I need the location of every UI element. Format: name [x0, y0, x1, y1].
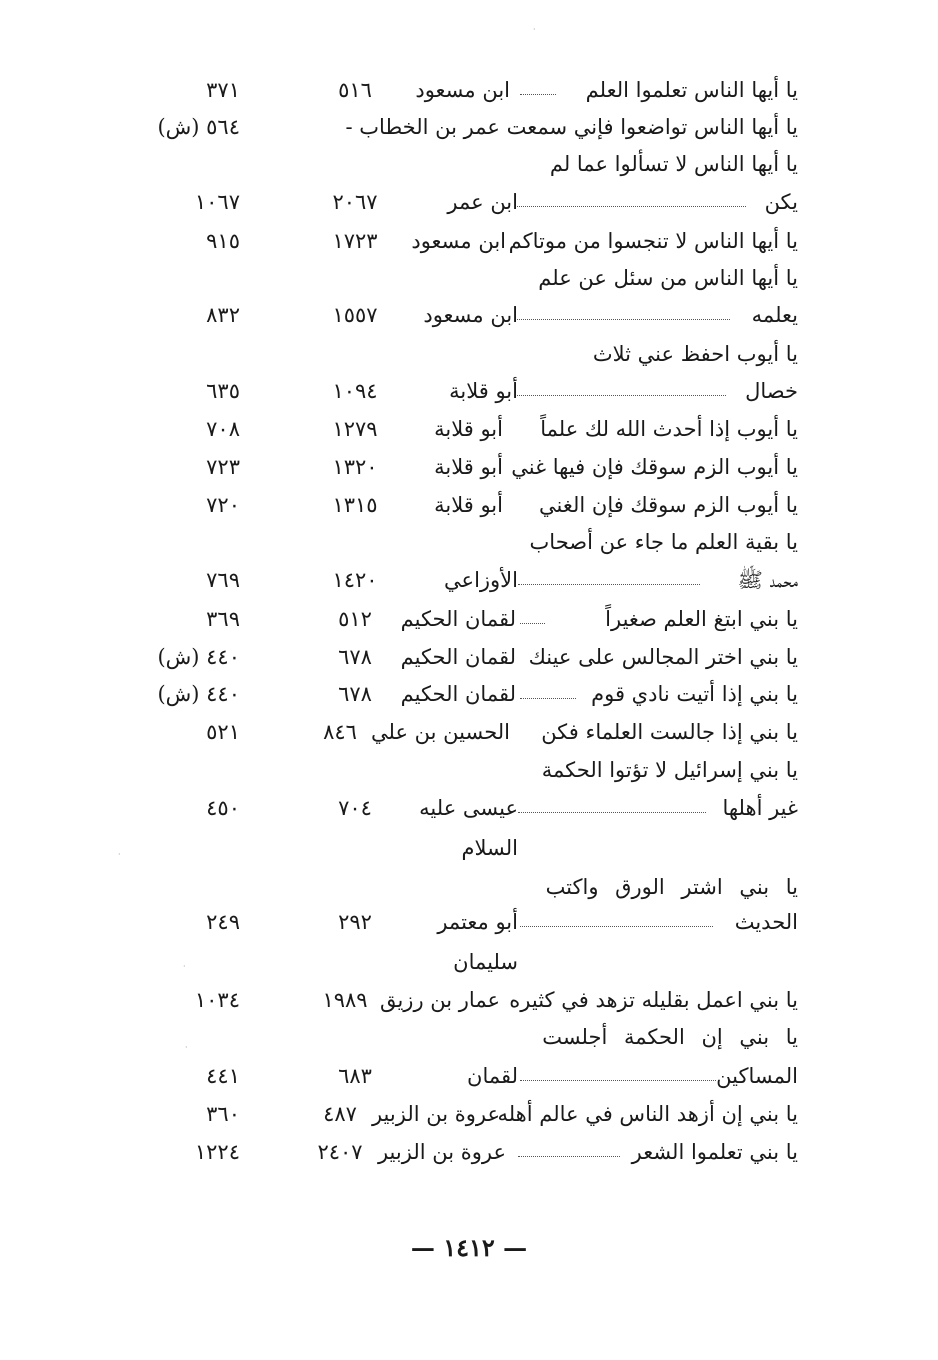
entry-number: ٥١٦ — [338, 78, 372, 102]
entry-page: ٣٧١ — [206, 78, 240, 102]
leader-dots — [520, 926, 713, 927]
entry-page: ٤٥٠ — [206, 796, 240, 820]
entry-phrase: يا بني اعمل بقليله تزهد في كثيره — [509, 988, 798, 1012]
entry-narrator: لقمان الحكيم — [400, 682, 516, 706]
entry-narrator: عروة بن الزبير — [377, 1140, 506, 1164]
entry-narrator: أبو قلابة — [449, 379, 518, 403]
index-entry — [0, 411, 938, 447]
entry-number: ١٤٢٠ — [332, 568, 378, 592]
leader-dots — [518, 584, 700, 585]
index-entry — [0, 1134, 938, 1170]
leader-dots — [515, 319, 730, 320]
entry-page: ١٠٣٤ — [194, 988, 240, 1012]
index-entry — [0, 223, 938, 259]
index-entry — [0, 904, 938, 940]
entry-phrase: يا أيوب الزم سوقك فإن الغني — [539, 493, 798, 517]
entry-phrase: يا بني تعلموا الشعر — [631, 1140, 798, 1164]
entry-narrator: عيسى عليه — [419, 796, 518, 820]
entry-page: ١٠٦٧ — [194, 190, 240, 214]
entry-page: ٦٣٥ — [206, 379, 240, 403]
entry-narrator: عروة بن الزبير — [371, 1102, 500, 1126]
index-entry — [0, 297, 938, 333]
scan-speck: · — [183, 962, 186, 971]
scan-speck: · — [118, 850, 121, 859]
leader-dots — [520, 698, 576, 699]
index-entry — [0, 524, 938, 560]
entry-narrator: ابن عمر — [447, 190, 518, 214]
index-entry — [0, 944, 938, 980]
entry-phrase: يا أيها الناس لا تنجسوا من موتاكم — [508, 229, 798, 253]
entry-narrator: السلام — [461, 836, 518, 860]
entry-phrase: يا بقية العلم ما جاء عن أصحاب — [529, 530, 798, 554]
index-entry — [0, 487, 938, 523]
index-entry — [0, 830, 938, 866]
leader-dots — [518, 812, 706, 813]
entry-phrase: يا أيها الناس من سئل عن علم — [538, 266, 798, 290]
index-entry — [0, 752, 938, 788]
entry-page: ٣٦٩ — [206, 607, 240, 631]
entry-phrase: يا أيوب الزم سوقك فإن فيها غني — [511, 455, 798, 479]
entry-number: ١٢٧٩ — [332, 417, 378, 441]
entry-narrator: أبو قلابة — [434, 417, 503, 441]
index-entry — [0, 146, 938, 182]
entry-page: ٢٤٩ — [206, 910, 240, 934]
entry-narrator: سليمان — [453, 950, 518, 974]
index-entry — [0, 982, 938, 1018]
entry-phrase: غير أهلها — [722, 796, 798, 820]
index-entry — [0, 1058, 938, 1094]
entry-phrase: يا بني اشتر الورق واكتب — [545, 875, 798, 899]
entry-number: ٥١٢ — [338, 607, 372, 631]
entry-page: ٨٣٢ — [206, 303, 240, 327]
leader-dots — [515, 395, 726, 396]
entry-phrase: يا بني إذا أتيت نادي قوم — [591, 682, 798, 706]
entry-narrator: ابن مسعود — [423, 303, 518, 327]
entry-page: ٥٢١ — [206, 720, 240, 744]
entry-phrase: يا بني إن الحكمة أجلست — [542, 1025, 798, 1049]
index-entry — [0, 639, 938, 675]
entry-narrator: عمار بن رزيق — [379, 988, 500, 1012]
entry-number: ١٥٥٧ — [332, 303, 378, 327]
entry-number: ٦٧٨ — [338, 645, 372, 669]
index-entry — [0, 336, 938, 372]
entry-number: ٧٠٤ — [338, 796, 372, 820]
entry-narrator: لقمان الحكيم — [400, 645, 516, 669]
entry-page: ٤٤٠ (ش) — [157, 682, 240, 706]
entry-phrase: يعلمه — [751, 303, 798, 327]
entry-number: ٦٨٣ — [338, 1064, 372, 1088]
entry-number: ٨٤٦ — [323, 720, 357, 744]
entry-narrator: أبو معتمر — [437, 910, 518, 934]
entry-phrase: يا أيها الناس تواضعوا فإني سمعت عمر بن الخطاب - — [345, 115, 798, 139]
page-number: — ١٤١٢ — — [410, 1233, 528, 1262]
entry-phrase: يا بني إن أزهد الناس في عالم أهله — [497, 1102, 798, 1126]
index-entry — [0, 373, 938, 409]
entry-page: ٤٤٠ (ش) — [157, 645, 240, 669]
entry-page: ٣٦٠ — [206, 1102, 240, 1126]
leader-dots — [518, 1156, 620, 1157]
entry-narrator: الحسين بن علي — [370, 720, 510, 744]
entry-number: ٢٩٢ — [338, 910, 372, 934]
index-entry — [0, 72, 938, 108]
entry-page: ٩١٥ — [206, 229, 240, 253]
index-entry — [0, 790, 938, 826]
entry-page: ٥٦٤ (ش) — [157, 115, 240, 139]
entry-phrase: يا بني إسرائيل لا تؤتوا الحكمة — [541, 758, 798, 782]
entry-phrase: يا أيها الناس تعلموا العلم — [585, 78, 798, 102]
entry-narrator: لقمان — [467, 1064, 518, 1088]
entry-number: ١٣١٥ — [332, 493, 378, 517]
entry-phrase: يا بني إذا جالست العلماء فكن — [541, 720, 798, 744]
leader-dots — [520, 1080, 716, 1081]
index-entry — [0, 601, 938, 637]
index-entry — [0, 449, 938, 485]
entry-narrator: لقمان الحكيم — [400, 607, 516, 631]
index-entry — [0, 1096, 938, 1132]
entry-number: ١٣٢٠ — [332, 455, 378, 479]
entry-phrase: المساكين — [716, 1064, 798, 1088]
index-entry — [0, 260, 938, 296]
entry-narrator: أبو قلابة — [434, 493, 503, 517]
entry-phrase: محمد ﷺ — [737, 568, 798, 592]
scan-speck: · — [533, 25, 536, 34]
entry-phrase: خصال — [745, 379, 798, 403]
leader-dots — [515, 206, 746, 207]
entry-page: ٧٢٣ — [206, 455, 240, 479]
entry-number: ١٧٢٣ — [332, 229, 378, 253]
entry-phrase: يا أيوب إذا أحدث الله لك علماً — [540, 417, 798, 441]
index-entry — [0, 869, 938, 905]
entry-phrase: يا بني ابتغ العلم صغيراً — [605, 607, 798, 631]
index-entry — [0, 184, 938, 220]
leader-dots — [520, 623, 545, 624]
entry-narrator: ابن مسعود — [415, 78, 510, 102]
entry-number: ٦٧٨ — [338, 682, 372, 706]
entry-phrase: يا أيها الناس لا تسألوا عما لم — [549, 152, 798, 176]
index-entry — [0, 676, 938, 712]
entry-narrator: الأوزاعي — [444, 568, 518, 592]
entry-number: ٢٤٠٧ — [317, 1140, 363, 1164]
entry-narrator: أبو قلابة — [434, 455, 503, 479]
entry-page: ١٢٢٤ — [194, 1140, 240, 1164]
leader-dots — [520, 94, 556, 95]
scan-speck: · — [185, 1043, 188, 1052]
entry-page: ٤٤١ — [206, 1064, 240, 1088]
entry-number: ١٠٩٤ — [332, 379, 378, 403]
entry-phrase: يا بني اختر المجالس على عينك — [528, 645, 798, 669]
entry-page: ٧٠٨ — [206, 417, 240, 441]
index-entry — [0, 714, 938, 750]
index-entry — [0, 1019, 938, 1055]
index-entry — [0, 562, 938, 598]
entry-number: ٤٨٧ — [323, 1102, 357, 1126]
entry-phrase: يا أيوب احفظ عني ثلاث — [592, 342, 798, 366]
entry-page: ٧٦٩ — [206, 568, 240, 592]
index-entry — [0, 109, 938, 145]
entry-number: ٢٠٦٧ — [332, 190, 378, 214]
entry-phrase: الحديث — [734, 910, 798, 934]
entry-number: ١٩٨٩ — [322, 988, 368, 1012]
entry-narrator: ابن مسعود — [411, 229, 506, 253]
entry-phrase: يكن — [764, 190, 798, 214]
entry-page: ٧٢٠ — [206, 493, 240, 517]
